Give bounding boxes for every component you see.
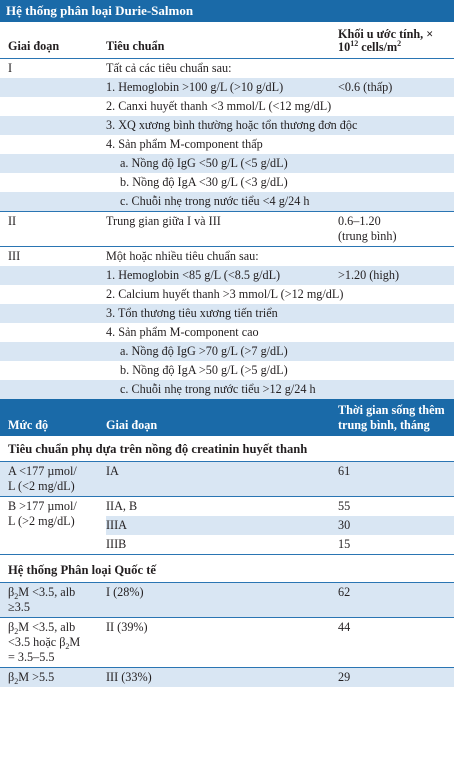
survival-header-row	[0, 399, 454, 436]
stage-1-criterion: 2. Canxi huyết thanh <3 mmol/L (<12 mg/dL)	[106, 99, 332, 113]
staging-table	[0, 22, 454, 687]
header-stage-2: Giai đoạn	[106, 418, 158, 432]
stage-1-label: I	[0, 59, 106, 79]
header-grade: Mức độ	[8, 418, 49, 432]
stage-3-criterion: 1. Hemoglobin <85 g/L (<8.5 g/dL) >1.20 (high)	[0, 266, 454, 285]
table-title: Hệ thống phân loại Durie-Salmon	[0, 0, 454, 22]
stage-3-criterion: b. Nồng độ IgA >50 g/L (>5 g/dL)	[120, 363, 288, 377]
iss-section-heading: Hệ thống Phân loại Quốc tế	[0, 555, 454, 583]
stage-1-criterion: 4. Sản phẩm M-component thấp	[106, 137, 263, 151]
header-tumor-mass: Khối u ước tính, × $10^{12}$ cells/$m^2$	[338, 27, 434, 54]
iss-row: $\beta_2M <3.5$, alb <3.5 hoặc $\beta_2M$ = 3.5–5.5 II (39%) 44	[0, 618, 454, 668]
stage-1-criterion: 1. Hemoglobin >100 g/L (>10 g/dL) <0.6 (thấp)	[0, 78, 454, 97]
stage-3-label: III	[0, 247, 106, 267]
stage-1-row	[0, 59, 454, 79]
creatinine-row: A <177 µmol/ L (<2 mg/dL) IA 61	[0, 462, 454, 497]
header-criteria: Tiêu chuẩn	[106, 39, 165, 53]
stage-3-value: >1.20 (high)	[338, 268, 400, 282]
stage-3-criterion: 4. Sản phẩm M-component cao	[106, 325, 259, 339]
stage-1-intro: Tất cả các tiêu chuẩn sau:	[106, 59, 338, 79]
header-survival: Thời gian sống thêm trung bình, tháng	[338, 403, 445, 432]
header-row	[0, 22, 454, 59]
stage-3-criterion: c. Chuỗi nhẹ trong nước tiểu >12 g/24 h	[0, 380, 454, 399]
stage-3-row	[0, 247, 454, 267]
stage-3-criterion: 3. Tổn thương tiêu xương tiến triển	[0, 304, 454, 323]
iss-row: $\beta_2M >5.5$ III (33%) 29	[0, 668, 454, 688]
creatinine-row: IIIB 15	[106, 537, 351, 551]
stage-2-label: II	[0, 212, 106, 247]
iss-row: $\beta_2M <3.5$, alb ≥3.5 I (28%) 62	[0, 583, 454, 618]
stage-3-intro: Một hoặc nhiều tiêu chuẩn sau:	[106, 247, 338, 267]
header-stage: Giai đoạn	[8, 39, 60, 53]
creatinine-row: IIIA 30	[0, 516, 454, 535]
creatinine-section-heading: Tiêu chuẩn phụ dựa trên nồng độ creatinin huyết thanh	[8, 442, 308, 456]
stage-1-criterion: c. Chuỗi nhẹ trong nước tiểu <4 g/24 h	[0, 192, 454, 212]
stage-3-criterion: a. Nồng độ IgG >70 g/L (>7 g/dL)	[0, 342, 454, 361]
creatinine-row: B >177 µmol/ L (>2 mg/dL) IIA, B 55	[0, 497, 454, 517]
stage-1-criterion: a. Nồng độ IgG <50 g/L (<5 g/dL)	[0, 154, 454, 173]
stage-1-criterion: 3. XQ xương bình thường hoặc tổn thương đơn độc	[0, 116, 454, 135]
stage-3-criterion: 2. Calcium huyết thanh >3 mmol/L (>12 mg/dL)	[106, 287, 344, 301]
stage-1-criterion: b. Nồng độ IgA <30 g/L (<3 g/dL)	[120, 175, 288, 189]
stage-2-row: II Trung gian giữa I và III 0.6–1.20 (trung bình)	[0, 212, 454, 247]
stage-2-value: 0.6–1.20 (trung bình)	[338, 212, 454, 247]
stage-1-value: <0.6 (thấp)	[338, 80, 393, 94]
